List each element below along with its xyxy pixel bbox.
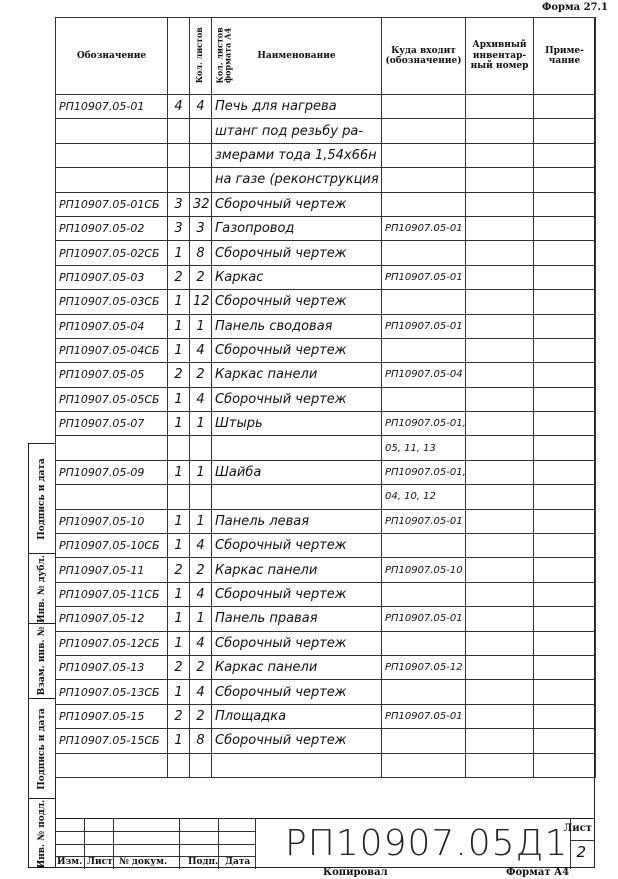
note-cell bbox=[534, 485, 596, 509]
designation-cell: РП10907.05-01СБ bbox=[56, 192, 168, 216]
table-row bbox=[56, 582, 596, 606]
a4-count-cell: 4 bbox=[190, 534, 212, 558]
a4-count-cell: 1 bbox=[190, 412, 212, 436]
a4-count-cell: 4 bbox=[190, 582, 212, 606]
sheet-count-cell: 2 bbox=[168, 655, 190, 679]
designation-cell: РП10907.05-03 bbox=[56, 265, 168, 289]
destination-cell bbox=[382, 338, 466, 362]
table-row bbox=[56, 143, 596, 167]
designation-cell bbox=[56, 436, 168, 460]
sheet-count-cell bbox=[168, 436, 190, 460]
strip-sign-date-1-text: Подпись и дата bbox=[37, 457, 47, 540]
designation-cell: РП10907.05-01 bbox=[56, 95, 168, 119]
sheet-count-cell: 2 bbox=[168, 704, 190, 728]
a4-count-cell: 1 bbox=[190, 460, 212, 484]
sheet-count-cell bbox=[168, 119, 190, 143]
table-row bbox=[56, 192, 596, 216]
note-cell bbox=[534, 119, 596, 143]
specification-table bbox=[55, 17, 596, 778]
designation-cell: РП10907.05-05 bbox=[56, 363, 168, 387]
table-row bbox=[56, 680, 596, 704]
header-destination: Куда входит (обозначение) bbox=[382, 18, 466, 95]
archive-cell bbox=[466, 95, 534, 119]
name-cell bbox=[212, 436, 382, 460]
stamp-podp: Подп. bbox=[188, 857, 219, 867]
a4-count-cell: 32 bbox=[190, 192, 212, 216]
archive-cell bbox=[466, 607, 534, 631]
strip-inv-orig-text: Инв. № подл. bbox=[37, 799, 47, 869]
destination-cell: РП10907.05-01, bbox=[382, 412, 466, 436]
header-archive: Архивный инвентар-ный номер bbox=[466, 18, 534, 95]
designation-cell: РП10907.05-15 bbox=[56, 704, 168, 728]
a4-count-cell bbox=[190, 143, 212, 167]
note-cell bbox=[534, 680, 596, 704]
sheet-count-cell: 1 bbox=[168, 534, 190, 558]
destination-cell: РП10907.05-01 bbox=[382, 216, 466, 240]
designation-cell: РП10907.05-11СБ bbox=[56, 582, 168, 606]
name-cell: Сборочный чертеж bbox=[212, 290, 382, 314]
sheet-count-cell: 1 bbox=[168, 460, 190, 484]
table-row bbox=[56, 607, 596, 631]
destination-cell: 05, 11, 13 bbox=[382, 436, 466, 460]
name-cell: Сборочный чертеж bbox=[212, 582, 382, 606]
header-sheet-count bbox=[168, 18, 204, 95]
name-cell: Сборочный чертеж bbox=[212, 631, 382, 655]
note-cell bbox=[534, 192, 596, 216]
a4-count-cell: 3 bbox=[190, 216, 212, 240]
specification-body bbox=[56, 95, 596, 778]
note-cell bbox=[534, 631, 596, 655]
archive-cell bbox=[466, 753, 534, 777]
table-row bbox=[56, 655, 596, 679]
sheet-count-cell: 2 bbox=[168, 363, 190, 387]
name-cell: Каркас панели bbox=[212, 655, 382, 679]
note-cell bbox=[534, 290, 596, 314]
sheet-count-cell: 1 bbox=[168, 729, 190, 753]
stamp-vline-1 bbox=[84, 819, 85, 869]
destination-cell: РП10907.05-01 bbox=[382, 509, 466, 533]
table-row bbox=[56, 534, 596, 558]
sheet-count-cell: 1 bbox=[168, 412, 190, 436]
note-cell bbox=[534, 265, 596, 289]
name-cell: Каркас панели bbox=[212, 558, 382, 582]
strip-inv-dup bbox=[29, 554, 55, 624]
archive-cell bbox=[466, 216, 534, 240]
sheet-count-cell bbox=[168, 143, 190, 167]
a4-count-cell: 1 bbox=[190, 607, 212, 631]
name-cell: Панель сводовая bbox=[212, 314, 382, 338]
strip-inv-dup-text: Инв. № дубл. bbox=[37, 554, 47, 623]
destination-cell bbox=[382, 241, 466, 265]
sheet-number: 2 bbox=[576, 843, 586, 861]
sheet-count-cell: 1 bbox=[168, 631, 190, 655]
designation-cell bbox=[56, 119, 168, 143]
designation-cell: РП10907.05-11 bbox=[56, 558, 168, 582]
archive-cell bbox=[466, 314, 534, 338]
archive-cell bbox=[466, 241, 534, 265]
destination-cell bbox=[382, 534, 466, 558]
note-cell bbox=[534, 143, 596, 167]
table-row bbox=[56, 95, 596, 119]
sheet-count-cell bbox=[168, 168, 190, 192]
note-cell bbox=[534, 95, 596, 119]
stamp-vline-5 bbox=[255, 819, 256, 869]
designation-cell: РП10907.05-10 bbox=[56, 509, 168, 533]
table-row bbox=[56, 558, 596, 582]
name-cell bbox=[212, 485, 382, 509]
destination-cell: 04, 10, 12 bbox=[382, 485, 466, 509]
archive-cell bbox=[466, 387, 534, 411]
header-name: Наименование bbox=[212, 18, 382, 95]
stamp-izm: Изм. bbox=[57, 857, 83, 867]
name-cell: на газе (реконструкция bbox=[212, 168, 382, 192]
a4-count-cell: 4 bbox=[190, 631, 212, 655]
destination-cell bbox=[382, 753, 466, 777]
strip-sign-date-2 bbox=[29, 699, 55, 799]
designation-cell: РП10907.05-09 bbox=[56, 460, 168, 484]
table-row bbox=[56, 412, 596, 436]
a4-count-cell: 1 bbox=[190, 314, 212, 338]
sheet-count-cell: 1 bbox=[168, 509, 190, 533]
copied-label: Копировал bbox=[323, 867, 388, 878]
designation-cell bbox=[56, 485, 168, 509]
note-cell bbox=[534, 753, 596, 777]
table-row bbox=[56, 485, 596, 509]
sheet-count-cell: 3 bbox=[168, 192, 190, 216]
destination-cell: РП10907.05-12 bbox=[382, 655, 466, 679]
sheet-count-cell: 1 bbox=[168, 607, 190, 631]
destination-cell: РП10907.05-01 bbox=[382, 265, 466, 289]
table-row bbox=[56, 216, 596, 240]
name-cell bbox=[212, 753, 382, 777]
left-margin-strip bbox=[28, 443, 55, 868]
a4-count-cell: 1 bbox=[190, 509, 212, 533]
archive-cell bbox=[466, 558, 534, 582]
note-cell bbox=[534, 168, 596, 192]
designation-cell: РП10907.05-12СБ bbox=[56, 631, 168, 655]
table-row bbox=[56, 314, 596, 338]
name-cell: Сборочный чертеж bbox=[212, 680, 382, 704]
archive-cell bbox=[466, 363, 534, 387]
destination-cell: РП10907.05-10 bbox=[382, 558, 466, 582]
table-row bbox=[56, 363, 596, 387]
sheet-count-cell: 1 bbox=[168, 387, 190, 411]
name-cell: Шайба bbox=[212, 460, 382, 484]
stamp-doc-no: № докум. bbox=[119, 857, 168, 867]
note-cell bbox=[534, 534, 596, 558]
sheet-count-cell: 1 bbox=[168, 290, 190, 314]
archive-cell bbox=[466, 412, 534, 436]
destination-cell bbox=[382, 192, 466, 216]
table-row bbox=[56, 753, 596, 777]
archive-cell bbox=[466, 704, 534, 728]
sheet-count-cell: 1 bbox=[168, 241, 190, 265]
a4-count-cell: 8 bbox=[190, 241, 212, 265]
name-cell: Каркас bbox=[212, 265, 382, 289]
a4-count-cell: 12 bbox=[190, 290, 212, 314]
note-cell bbox=[534, 509, 596, 533]
a4-count-cell: 2 bbox=[190, 704, 212, 728]
sheet-count-cell: 1 bbox=[168, 338, 190, 362]
name-cell: змерами тода 1,54х66н bbox=[212, 143, 382, 167]
strip-sign-date-1 bbox=[29, 444, 55, 554]
name-cell: Газопровод bbox=[212, 216, 382, 240]
a4-count-cell: 4 bbox=[190, 95, 212, 119]
archive-cell bbox=[466, 436, 534, 460]
archive-cell bbox=[466, 338, 534, 362]
note-cell bbox=[534, 241, 596, 265]
designation-cell: РП10907.05-02СБ bbox=[56, 241, 168, 265]
stamp-list: Лист bbox=[87, 857, 113, 867]
note-cell bbox=[534, 338, 596, 362]
designation-cell: РП10907.05-15СБ bbox=[56, 729, 168, 753]
designation-cell: РП10907.05-10СБ bbox=[56, 534, 168, 558]
designation-cell: РП10907.05-03СБ bbox=[56, 290, 168, 314]
name-cell: Штырь bbox=[212, 412, 382, 436]
a4-count-cell: 4 bbox=[190, 338, 212, 362]
note-cell bbox=[534, 704, 596, 728]
header-sheet-count-text: Кол. листов bbox=[193, 26, 204, 84]
destination-cell bbox=[382, 680, 466, 704]
archive-cell bbox=[466, 729, 534, 753]
designation-cell: РП10907.05-04СБ bbox=[56, 338, 168, 362]
destination-cell bbox=[382, 143, 466, 167]
a4-count-cell: 4 bbox=[190, 680, 212, 704]
archive-cell bbox=[466, 680, 534, 704]
note-cell bbox=[534, 216, 596, 240]
archive-cell bbox=[466, 143, 534, 167]
header-designation: Обозначение bbox=[56, 18, 168, 95]
name-cell: Печь для нагрева bbox=[212, 95, 382, 119]
archive-cell bbox=[466, 655, 534, 679]
archive-cell bbox=[466, 631, 534, 655]
destination-cell bbox=[382, 387, 466, 411]
a4-count-cell: 4 bbox=[190, 387, 212, 411]
sheet-label: Лист bbox=[563, 823, 592, 834]
strip-inv-orig bbox=[29, 799, 55, 869]
designation-cell bbox=[56, 753, 168, 777]
strip-vzam-inv-text: Взам. инв. № bbox=[37, 626, 47, 696]
sheet-count-cell bbox=[168, 485, 190, 509]
archive-cell bbox=[466, 119, 534, 143]
note-cell bbox=[534, 363, 596, 387]
destination-cell: РП10907.05-01 bbox=[382, 314, 466, 338]
table-row bbox=[56, 460, 596, 484]
sheet-count-cell: 1 bbox=[168, 680, 190, 704]
designation-cell: РП10907.05-02 bbox=[56, 216, 168, 240]
a4-count-cell: 2 bbox=[190, 363, 212, 387]
a4-count-cell bbox=[190, 119, 212, 143]
table-row bbox=[56, 509, 596, 533]
table-row bbox=[56, 387, 596, 411]
destination-cell bbox=[382, 290, 466, 314]
stamp-line-2 bbox=[55, 844, 255, 845]
form-label: Форма 27.1 bbox=[541, 2, 608, 13]
format-label: Формат А4 bbox=[506, 867, 570, 878]
table-row bbox=[56, 119, 596, 143]
archive-cell bbox=[466, 290, 534, 314]
destination-cell: РП10907.05-01 bbox=[382, 607, 466, 631]
header-note: Приме-чание bbox=[534, 18, 596, 95]
a4-count-cell: 8 bbox=[190, 729, 212, 753]
strip-vzam-inv bbox=[29, 624, 55, 699]
table-row bbox=[56, 241, 596, 265]
a4-count-cell bbox=[190, 436, 212, 460]
a4-count-cell bbox=[190, 485, 212, 509]
table-row bbox=[56, 704, 596, 728]
name-cell: Панель левая bbox=[212, 509, 382, 533]
table-row bbox=[56, 265, 596, 289]
sheet-count-cell: 4 bbox=[168, 95, 190, 119]
destination-cell: РП10907.05-04 bbox=[382, 363, 466, 387]
name-cell: Сборочный чертеж bbox=[212, 729, 382, 753]
table-row bbox=[56, 729, 596, 753]
designation-cell: РП10907.05-13СБ bbox=[56, 680, 168, 704]
archive-cell bbox=[466, 460, 534, 484]
name-cell: Площадка bbox=[212, 704, 382, 728]
stamp-vline-2 bbox=[113, 819, 114, 869]
designation-cell: РП10907.05-12 bbox=[56, 607, 168, 631]
header-a4-count-text: Кол. листов формата А4 bbox=[214, 26, 233, 84]
destination-cell bbox=[382, 729, 466, 753]
destination-cell: РП10907.05-01 bbox=[382, 704, 466, 728]
archive-cell bbox=[466, 534, 534, 558]
note-cell bbox=[534, 558, 596, 582]
designation-cell: РП10907.05-05СБ bbox=[56, 387, 168, 411]
note-cell bbox=[534, 582, 596, 606]
strip-sign-date-2-text: Подпись и дата bbox=[37, 707, 47, 790]
sheet-count-cell bbox=[168, 753, 190, 777]
destination-cell bbox=[382, 168, 466, 192]
note-cell bbox=[534, 655, 596, 679]
archive-cell bbox=[466, 168, 534, 192]
archive-cell bbox=[466, 192, 534, 216]
name-cell: Сборочный чертеж bbox=[212, 192, 382, 216]
a4-count-cell: 2 bbox=[190, 558, 212, 582]
destination-cell: РП10907.05-01, bbox=[382, 460, 466, 484]
name-cell: Сборочный чертеж bbox=[212, 241, 382, 265]
note-cell bbox=[534, 387, 596, 411]
name-cell: Сборочный чертеж bbox=[212, 338, 382, 362]
stamp-line-1 bbox=[55, 831, 255, 832]
sheet-count-cell: 1 bbox=[168, 314, 190, 338]
table-row bbox=[56, 338, 596, 362]
name-cell: Панель правая bbox=[212, 607, 382, 631]
stamp-sheet-divider bbox=[570, 840, 595, 841]
note-cell bbox=[534, 607, 596, 631]
stamp-vline-3 bbox=[179, 819, 180, 869]
document-number: РП10907.05Д1 bbox=[285, 823, 569, 864]
name-cell: Каркас панели bbox=[212, 363, 382, 387]
destination-cell bbox=[382, 95, 466, 119]
table-row bbox=[56, 168, 596, 192]
name-cell: Сборочный чертеж bbox=[212, 534, 382, 558]
a4-count-cell: 2 bbox=[190, 655, 212, 679]
archive-cell bbox=[466, 485, 534, 509]
sheet-count-cell: 2 bbox=[168, 265, 190, 289]
note-cell bbox=[534, 436, 596, 460]
table-row bbox=[56, 631, 596, 655]
archive-cell bbox=[466, 509, 534, 533]
designation-cell bbox=[56, 168, 168, 192]
archive-cell bbox=[466, 582, 534, 606]
a4-count-cell bbox=[190, 753, 212, 777]
note-cell bbox=[534, 460, 596, 484]
title-block bbox=[55, 818, 595, 868]
sheet-count-cell: 1 bbox=[168, 582, 190, 606]
table-row bbox=[56, 290, 596, 314]
table-row bbox=[56, 436, 596, 460]
a4-count-cell bbox=[190, 168, 212, 192]
archive-cell bbox=[466, 265, 534, 289]
note-cell bbox=[534, 412, 596, 436]
designation-cell bbox=[56, 143, 168, 167]
note-cell bbox=[534, 729, 596, 753]
destination-cell bbox=[382, 119, 466, 143]
destination-cell bbox=[382, 631, 466, 655]
note-cell bbox=[534, 314, 596, 338]
a4-count-cell: 2 bbox=[190, 265, 212, 289]
designation-cell: РП10907.05-04 bbox=[56, 314, 168, 338]
name-cell: штанг под резьбу ра- bbox=[212, 119, 382, 143]
sheet-count-cell: 3 bbox=[168, 216, 190, 240]
sheet-count-cell: 2 bbox=[168, 558, 190, 582]
name-cell: Сборочный чертеж bbox=[212, 387, 382, 411]
designation-cell: РП10907.05-07 bbox=[56, 412, 168, 436]
destination-cell bbox=[382, 582, 466, 606]
stamp-date: Дата bbox=[225, 857, 251, 867]
designation-cell: РП10907.05-13 bbox=[56, 655, 168, 679]
